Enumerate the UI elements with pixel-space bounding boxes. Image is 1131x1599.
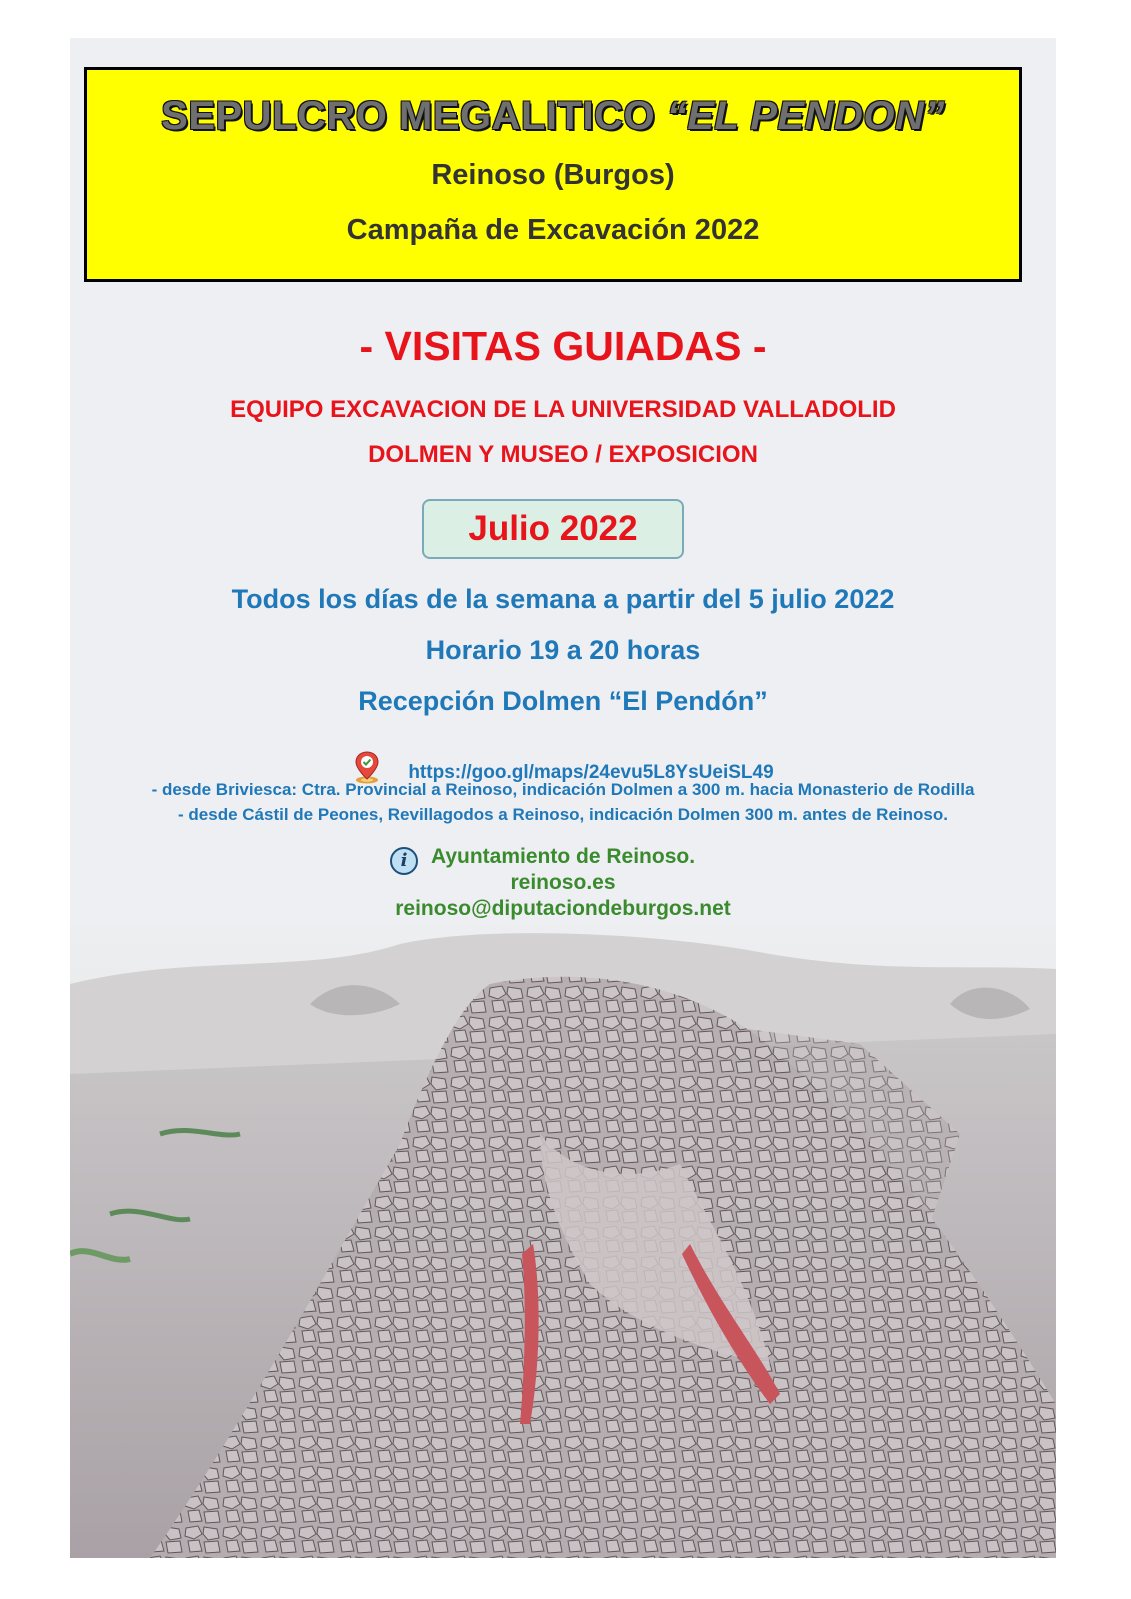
schedule-days: Todos los días de la semana a partir del 5 julio 2022	[231, 584, 895, 614]
location-subtitle: Reinoso (Burgos)	[431, 159, 675, 191]
info-block	[70, 844, 1056, 922]
dolmen-drawing-image	[70, 924, 1056, 1558]
poster	[70, 38, 1056, 1558]
dolmen-museo-line: DOLMEN Y MUSEO / EXPOSICION	[368, 441, 758, 468]
organization-name: Ayuntamiento de Reinoso.	[430, 845, 696, 868]
date-badge: Julio 2022	[422, 499, 684, 559]
map-link[interactable]: https://goo.gl/maps/24evu5L8YsUeiSL49	[408, 762, 774, 783]
map-row	[70, 750, 1056, 784]
schedule-reception: Recepción Dolmen “El Pendón”	[358, 686, 768, 716]
header-box	[84, 67, 1022, 282]
visitas-heading: - VISITAS GUIADAS -	[359, 323, 767, 369]
equipo-line: EQUIPO EXCAVACION DE LA UNIVERSIDAD VALLADOLID	[230, 396, 896, 423]
campaign-subtitle: Campaña de Excavación 2022	[346, 214, 760, 246]
directions-castil: - desde Cástil de Peones, Revillagodos a Reinoso, indicación Dolmen 300 m. antes de Reinoso.	[178, 805, 948, 824]
schedule-hours: Horario 19 a 20 horas	[425, 635, 701, 665]
email-link[interactable]: reinoso@diputaciondeburgos.net	[395, 897, 731, 920]
info-icon: i	[390, 847, 418, 875]
website-link[interactable]: reinoso.es	[510, 871, 616, 894]
title-italic: “EL PENDON”	[666, 94, 945, 138]
directions-briviesca: - desde Briviesca: Ctra. Provincial a Reinoso, indicación Dolmen a 300 m. hacia Monasterio de Rodilla	[151, 780, 975, 799]
poster-title	[87, 94, 1019, 139]
map-pin-icon	[352, 750, 382, 784]
title-main: SEPULCRO MEGALITICO	[161, 94, 667, 138]
